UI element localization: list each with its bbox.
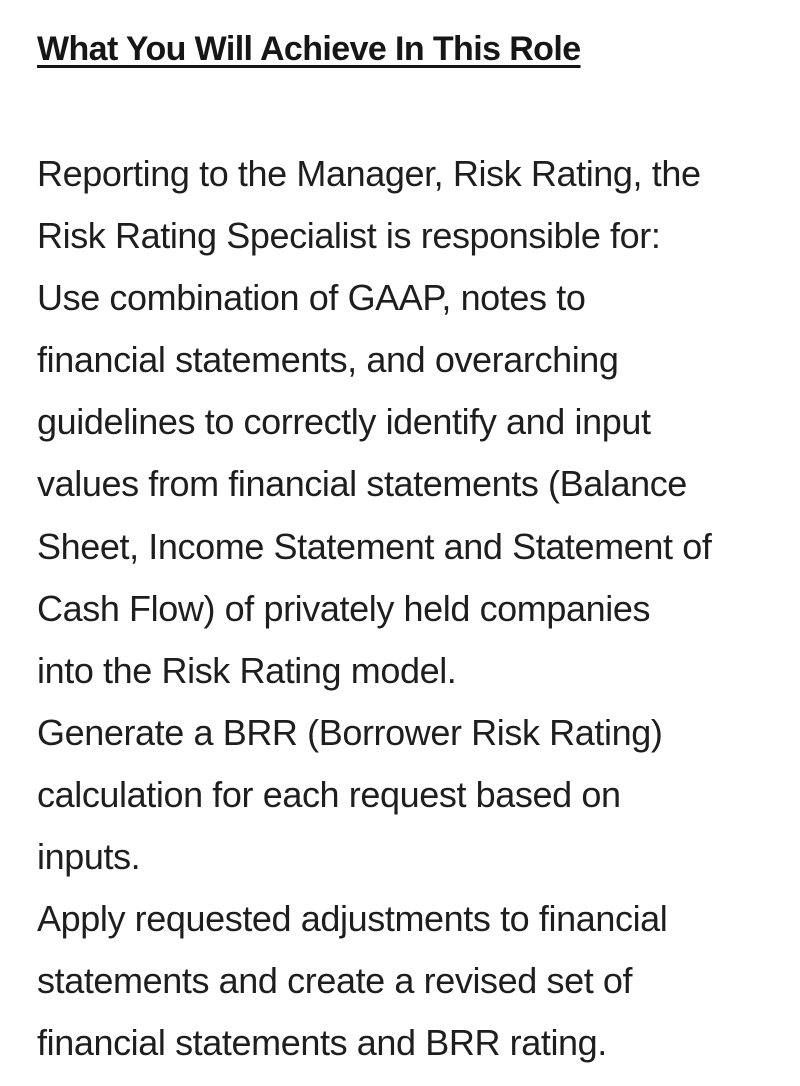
text-line: Risk Rating Specialist is responsible for: bbox=[37, 215, 661, 257]
text-line: guidelines to correctly identify and input bbox=[37, 401, 651, 443]
text-line: Generate a BRR (Borrower Risk Rating) bbox=[37, 711, 663, 753]
text-line: Use combination of GAAP, notes to bbox=[37, 277, 586, 319]
text-line: statements and create a revised set of bbox=[37, 960, 633, 1002]
text-line: financial statements and BRR rating. bbox=[37, 1022, 607, 1064]
text-line: financial statements, and overarching bbox=[37, 339, 619, 381]
text-line: into the Risk Rating model. bbox=[37, 649, 457, 691]
responsibilities-text bbox=[37, 143, 711, 1074]
text-line: calculation for each request based on bbox=[37, 773, 621, 815]
text-line: Reporting to the Manager, Risk Rating, the bbox=[37, 153, 701, 194]
text-line: values from financial statements (Balance bbox=[37, 463, 687, 505]
text-line: Apply requested adjustments to financial bbox=[37, 898, 668, 940]
text-line: inputs. bbox=[37, 836, 141, 878]
text-line: Cash Flow) of privately held companies bbox=[37, 587, 651, 629]
text-line: Sheet, Income Statement and Statement of bbox=[37, 525, 712, 567]
section-heading: What You Will Achieve In This Role bbox=[37, 30, 581, 68]
